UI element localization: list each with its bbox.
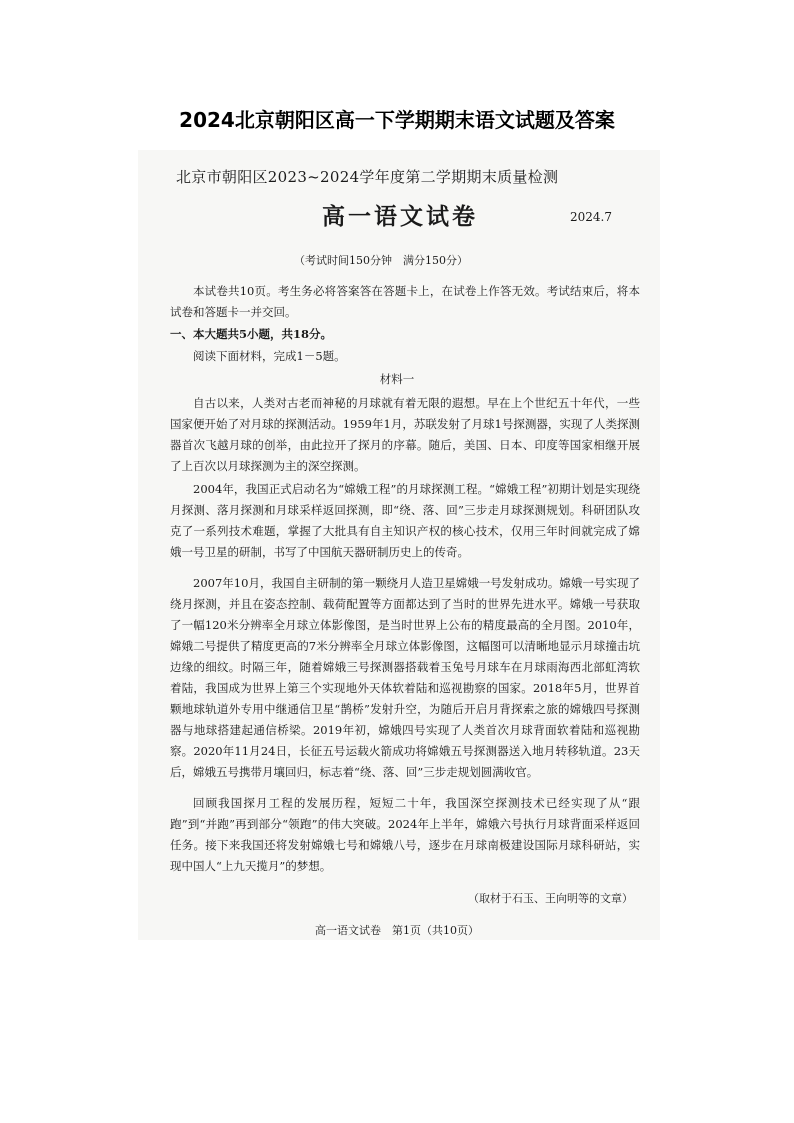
material-paragraph-3: 2007年10月，我国自主研制的第一颗绕月人造卫星嫦娥一号发射成功。嫦娥一号实现了绕月探测，并且在姿态控制、载荷配置等方面都达到了当时的世界先进水平。嫦娥一号获取了一幅120米分辨率全月球立体影像图，是当时世界上公布的精度最高的全月图。2010年，嫦娥二号提供了精度更高的7米分辨率全月球立体影像图，这幅图可以清晰地显示月球撞击坑边缘的细纹。时隔三年，随着嫦娥三号探测器搭载着玉兔号月球车在月球雨海西北部虹湾软着陆，我国成为世界上第三个实现地外天体软着陆和巡视勘察的国家。2018年5月，世界首颗地球轨道外专用中继通信卫星“鹊桥”发射升空，为随后开启月背探索之旅的嫦娥四号探测器与地球搭建起通信桥梁。2019年初，嫦娥四号实现了人类首次月球背面软着陆和巡视勘察。2020年11月24日，长征五号运载火箭成功将嫦娥五号探测器送入地月转移轨道。23天后，嫦娥五号携带月壤回归，标志着“绕、落、回”三步走规划圆满收官。 xyxy=(170,576,640,779)
exam-time-info: （考试时间150分钟 满分150分） xyxy=(294,254,468,267)
document-title: 2024北京朝阳区高一下学期期末语文试题及答案 xyxy=(179,108,615,132)
material-paragraph-2: 2004年，我国正式启动名为“嫦娥工程”的月球探测工程。“嫦娥工程”初期计划是实现绕月探测、落月探测和月球采样返回探测，即“绕、落、回”三步走月球探测规划。科研团队攻克了一系列技术难题，掌握了大批具有自主知识产权的核心技术，仅用三年时间就完成了嫦娥一号卫星的研制，书写了中国航天器研制历史上的传奇。 xyxy=(170,482,640,559)
exam-date: 2024.7 xyxy=(570,210,612,224)
section-heading: 一、本大题共5小题，共18分。 xyxy=(170,327,333,341)
section-prompt: 阅读下面材料，完成1－5题。 xyxy=(193,349,346,363)
instructions: 本试卷共10页。考生务必将答案答在答题卡上，在试卷上作答无效。考试结束后，将本试卷和答题卡一并交回。 xyxy=(170,284,640,319)
page-footer: 高一语文试卷 第1页（共10页） xyxy=(315,924,479,937)
material-title: 材料一 xyxy=(379,372,415,386)
exam-title: 高一语文试卷 xyxy=(322,203,478,230)
material-source: （取材于石玉、王向明等的文章） xyxy=(468,892,633,905)
exam-subtitle: 北京市朝阳区2023~2024学年度第二学期期末质量检测 xyxy=(176,168,559,186)
material-paragraph-1: 自古以来，人类对古老而神秘的月球就有着无限的遐想。早在上个世纪五十年代，一些国家便开始了对月球的探测活动。1959年1月，苏联发射了月球1号探测器，实现了人类探测器首次飞越月球的创举，由此拉开了探月的序幕。随后，美国、日本、印度等国家相继开展了上百次以月球探测为主的深空探测。 xyxy=(170,396,640,473)
material-paragraph-4: 回顾我国探月工程的发展历程，短短二十年，我国深空探测技术已经实现了从“跟跑”到“并跑”再到部分“领跑”的伟大突破。2024年上半年，嫦娥六号执行月球背面采样返回任务。接下来我国还将发射嫦娥七号和嫦娥八号，逐步在月球南极建设国际月球科研站，实现中国人“上九天揽月”的梦想。 xyxy=(170,796,640,873)
